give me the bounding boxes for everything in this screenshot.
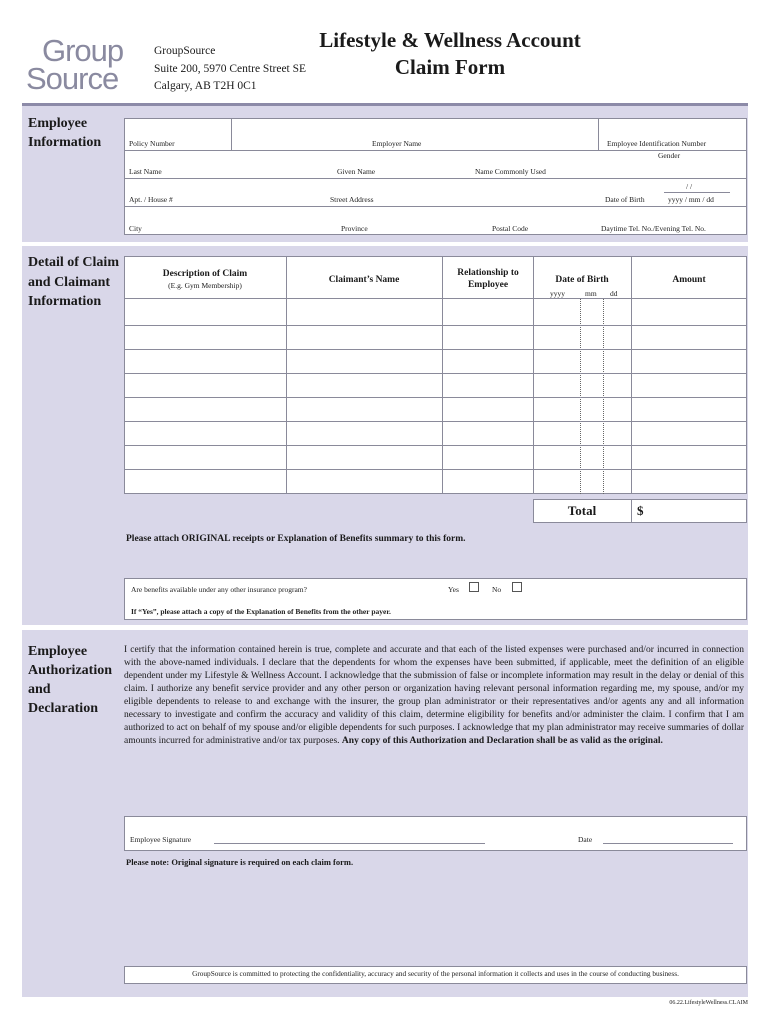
- yes-checkbox[interactable]: [469, 582, 479, 592]
- apt-house-field[interactable]: Apt. / House #: [129, 195, 173, 204]
- street-address-field[interactable]: Street Address: [330, 195, 374, 204]
- col-header-description: Description of Claim: [162, 269, 248, 279]
- dob-label: Date of Birth: [605, 195, 645, 204]
- gender-field[interactable]: Gender: [658, 151, 681, 160]
- row-line-2: [124, 178, 747, 179]
- col-header-amount: Amount: [672, 275, 706, 285]
- table-row-line-5: [124, 421, 747, 422]
- col-div-1: [286, 256, 287, 494]
- policy-number-field[interactable]: Policy Number: [129, 139, 175, 148]
- dob-underline: [664, 192, 730, 193]
- table-row-line-2: [124, 349, 747, 350]
- col-dob-mm: mm: [585, 289, 597, 298]
- last-name-field[interactable]: Last Name: [129, 167, 162, 176]
- col-header-claimant: Claimant’s Name: [328, 275, 400, 285]
- total-divider: [631, 499, 632, 523]
- form-title-line2: Claim Form: [394, 55, 506, 79]
- table-row-line-6: [124, 445, 747, 446]
- signature-note: Please note: Original signature is required on each claim form.: [126, 857, 354, 867]
- dob-slashes: / /: [686, 182, 693, 191]
- groupsource-logo: [24, 33, 139, 96]
- table-row-line-3: [124, 373, 747, 374]
- col-header-relationship: Relationship to Employee: [457, 268, 519, 290]
- signature-box: [124, 816, 747, 851]
- dob-sub-div-1: [580, 298, 581, 494]
- row-line-3: [124, 206, 747, 207]
- phone-field[interactable]: Daytime Tel. No./Evening Tel. No.: [601, 224, 706, 233]
- col-div-4: [631, 256, 632, 494]
- col-div-3: [533, 256, 534, 494]
- privacy-statement: GroupSource is committed to protecting the confidentiality, accuracy and security of the personal information it collects and uses in the course of conducting business.: [192, 969, 679, 978]
- employee-signature-line[interactable]: [214, 843, 485, 844]
- employee-signature-label: Employee Signature: [130, 835, 192, 844]
- date-line[interactable]: [603, 843, 733, 844]
- yes-label: Yes: [448, 585, 459, 594]
- given-name-field[interactable]: Given Name: [337, 167, 376, 176]
- col-dob-yyyy: yyyy: [550, 289, 565, 298]
- dob-format: yyyy / mm / dd: [668, 195, 714, 204]
- section-title-claim-detail: Detail of Claim and Claimant Information: [28, 255, 119, 309]
- employee-info-box: [124, 118, 747, 235]
- table-row-line-7: [124, 469, 747, 470]
- company-address-line2: Calgary, AB T2H 0C1: [154, 80, 257, 92]
- col-div-2: [442, 256, 443, 494]
- company-name: GroupSource: [154, 45, 216, 57]
- no-label: No: [492, 585, 502, 594]
- col-header-dob: Date of Birth: [555, 275, 609, 285]
- claim-table: [124, 256, 747, 494]
- section-title-employee-info: Employee Information: [28, 116, 102, 150]
- form-code: 06.22.LifestyleWellness.CLAIM: [669, 1000, 748, 1006]
- total-label: Total: [567, 503, 597, 518]
- declaration-bold: Any copy of this Authorization and Declaration shall be as valid as the original.: [341, 736, 663, 746]
- table-header-line: [124, 298, 747, 299]
- total-currency[interactable]: $: [637, 503, 644, 518]
- postal-code-field[interactable]: Postal Code: [492, 224, 529, 233]
- row-line-1: [124, 150, 747, 151]
- name-commonly-used-field[interactable]: Name Commonly Used: [475, 167, 546, 176]
- declaration-body: I certify that the information contained herein is true, complete and accurate and that each of the listed expenses were purchased and/or incurred in connection with the above-named individuals. I declare that the dependents for whom the expenses have been submitted, if applicable, meet the definition of an eligible dependent under my Lifestyle & Wellness Account. I acknowledge that the submission of false or incomplete information may result in the delay or denial of this claim. I authorize any benefit service provider and any other person or organization having relevant personal information regarding me, my spouse, and/or my eligible dependents to release to and exchange with the insurer, the group plan administrator or their representatives and/or agents any and all information necessary to investigate and confirm the accuracy and validity of this claim, determine eligibility for benefits and/or administer the claim. I confirm that I am authorized to act on behalf of my spouse and/or eligible dependents for such purposes. I acknowledge that my plan administrator may receive summaries of dollar amounts incurred for administrative and/or tax purposes.: [124, 645, 744, 746]
- dob-sub-div-2: [603, 298, 604, 494]
- col-dob-dd: dd: [610, 289, 618, 298]
- other-insurance-note: If “Yes”, please attach a copy of the Explanation of Benefits from the other payer.: [131, 607, 391, 616]
- other-insurance-question: Are benefits available under any other insurance program?: [131, 585, 307, 594]
- logo-source-text: Source: [26, 61, 119, 96]
- province-field[interactable]: Province: [341, 224, 368, 233]
- employee-id-field[interactable]: Employee Identification Number: [607, 139, 707, 148]
- form-title-line1: Lifestyle & Wellness Account: [319, 28, 581, 52]
- no-checkbox[interactable]: [512, 582, 522, 592]
- policy-divider: [231, 118, 232, 150]
- date-label: Date: [578, 835, 593, 844]
- table-row-line-4: [124, 397, 747, 398]
- employer-name-field[interactable]: Employer Name: [372, 139, 422, 148]
- declaration-text: [124, 644, 744, 748]
- company-address-line1: Suite 200, 5970 Centre Street SE: [154, 63, 307, 75]
- city-field[interactable]: City: [129, 224, 142, 233]
- table-row-line-1: [124, 325, 747, 326]
- employer-divider: [598, 118, 599, 150]
- col-header-description-sub: (E.g. Gym Membership): [168, 281, 242, 290]
- section-title-authorization: Employee Authorization and Declaration: [28, 644, 112, 716]
- logo-group-text: Group: [42, 33, 124, 68]
- attach-receipts-note: Please attach ORIGINAL receipts or Explanation of Benefits summary to this form.: [126, 534, 466, 544]
